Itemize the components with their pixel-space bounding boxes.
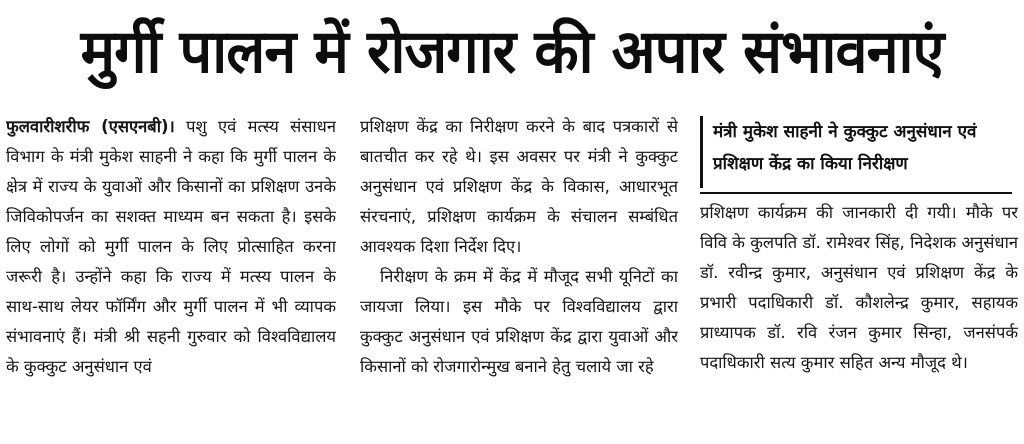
article-paragraph: प्रशिक्षण केंद्र का निरीक्षण करने के बाद पत्रकारों से बातचीत कर रहे थे। इस अवसर पर मंत्री ने कुक्कुट अनुसंधान एवं प्रशिक्षण केंद्र के विकास, आधारभूत संरचनाएं, प्रशिक्षण कार्यक्रम के संचालन सम्बंधित आवश्यक दिशा निर्देश दिए।: [360, 117, 678, 256]
article-paragraph: [6, 112, 336, 382]
article-column-3: [700, 198, 1018, 438]
article-column-2: [360, 112, 678, 442]
article-column-1: [6, 112, 336, 442]
divider: [700, 192, 1012, 194]
article-paragraph: प्रशिक्षण कार्यक्रम की जानकारी दी गयी। मौके पर विवि के कुलपति डॉ. रामेश्वर सिंह, निदेशक अनुसंधान डॉ. रवीन्द्र कुमार, अनुसंधान एवं प्रशिक्षण केंद्र के प्रभारी पदाधिकारी डॉ. कौशलेन्द्र कुमार, सहायक प्राध्यापक डॉ. रवि रंजन कुमार सिन्हा, जनसंपर्क पदाधिकारी सत्य कुमार सहित अन्य मौजूद थे।: [700, 203, 1018, 372]
headline: मुर्गी पालन में रोजगार की अपार संभावनाएं: [80, 17, 944, 87]
subheadline: मंत्री मुकेश साहनी ने कुक्कुट अनुसंधान एवं प्रशिक्षण केंद्र का किया निरीक्षण: [700, 116, 1012, 188]
article-text: पशु एवं मत्स्य संसाधन विभाग के मंत्री मुकेश साहनी ने कहा कि मुर्गी पालन के क्षेत्र में राज्य के युवाओं और किसानों का प्रशिक्षण उनके जिविकोपर्जन का सशक्त माध्यम बन सकता है। इसके लिए लोगों को मुर्गी पालन के लिए प्रोत्साहित करना जरूरी है। उन्होंने कहा कि राज्य में मत्स्य पालन के साथ-साथ लेयर फॉर्मिंग और मुर्गी पालन में भी व्यापक संभावनाएं हैं। मंत्री श्री सहनी गुरुवार को विश्वविद्यालय के कुक्कुट अनुसंधान एवं: [6, 117, 336, 376]
dateline: फुलवारीशरीफ (एसएनबी)।: [6, 117, 175, 136]
article-paragraph: निरीक्षण के क्रम में केंद्र में मौजूद सभी यूनिटों का जायजा लिया। इस मौके पर विश्वविद्यालय द्वारा कुक्कुट अनुसंधान एवं प्रशिक्षण केंद्र द्वारा युवाओं और किसानों को रोजगारोन्मुख बनाने हेतु चलाये जा रहे: [360, 267, 678, 376]
